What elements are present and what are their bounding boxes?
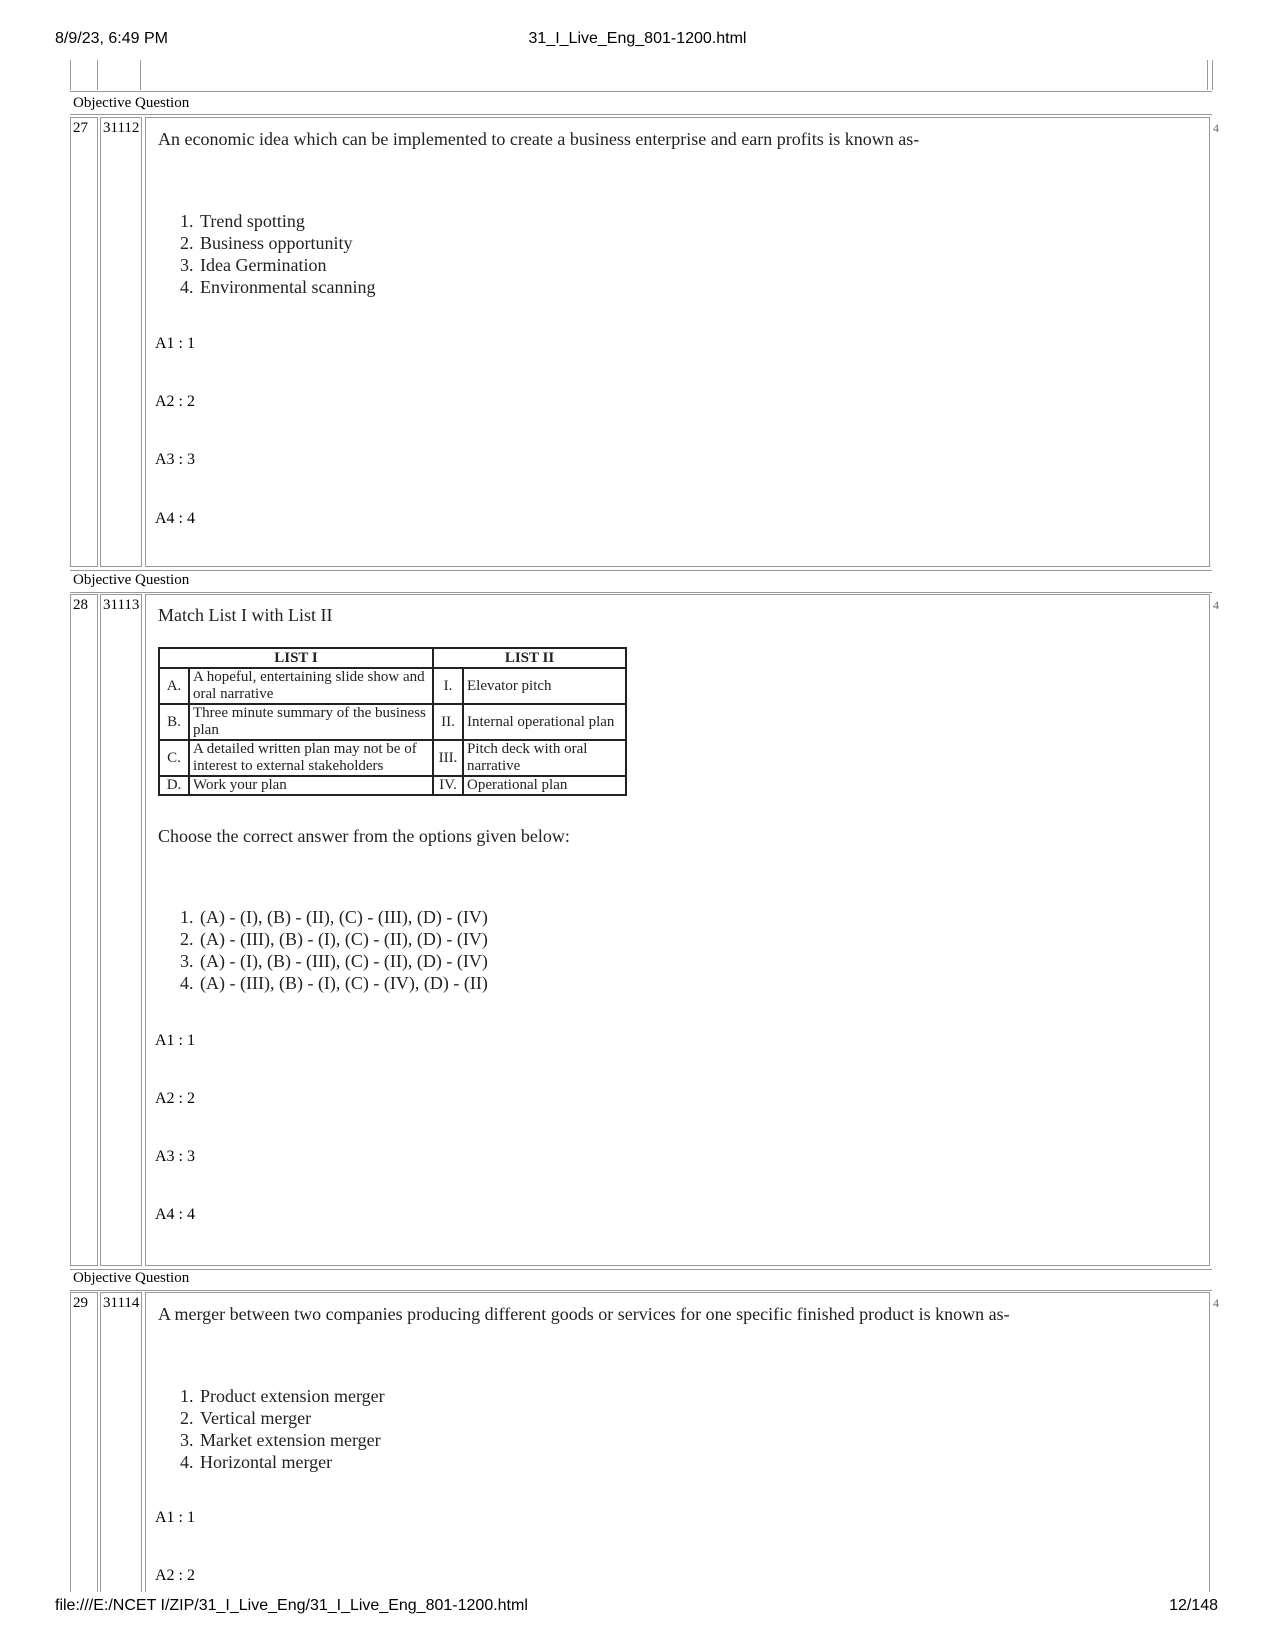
answer-option: A4 : 4 bbox=[155, 510, 195, 527]
question-text: An economic idea which can be implemented to create a business enterprise and earn profits is known as- bbox=[158, 129, 920, 149]
option-item: 4. (A) - (III), (B) - (I), (C) - (IV), (D) - (II) bbox=[180, 973, 488, 993]
answer-option: A2 : 2 bbox=[155, 1090, 195, 1107]
list1-item: Three minute summary of the business plan bbox=[189, 704, 433, 740]
option-item: 3. Market extension merger bbox=[180, 1430, 381, 1450]
answer-option: A4 : 4 bbox=[155, 1206, 195, 1223]
list1-letter: A. bbox=[159, 668, 189, 704]
list2-item: Pitch deck with oral narrative bbox=[463, 740, 626, 776]
table-border bbox=[140, 60, 141, 90]
question-id: 31114 bbox=[103, 1295, 140, 1311]
option-item: 4. Horizontal merger bbox=[180, 1452, 333, 1472]
table-border bbox=[97, 60, 98, 90]
page-number: 12/148 bbox=[1169, 1597, 1218, 1614]
section-label: Objective Question bbox=[73, 95, 190, 111]
file-path: file:///E:/NCET I/ZIP/31_I_Live_Eng/31_I_Live_Eng_801-1200.html bbox=[55, 1597, 528, 1614]
section-label: Objective Question bbox=[73, 1270, 190, 1286]
table-border bbox=[70, 114, 1212, 115]
option-item: 2. (A) - (III), (B) - (I), (C) - (II), (D) - (IV) bbox=[180, 929, 488, 949]
question-id-cell bbox=[100, 1292, 142, 1592]
question-text: Match List I with List II bbox=[158, 605, 333, 625]
instruction-text: Choose the correct answer from the options given below: bbox=[158, 826, 570, 846]
answer-option: A2 : 2 bbox=[155, 1567, 195, 1584]
list2-item: Operational plan bbox=[463, 776, 626, 795]
table-border bbox=[1212, 60, 1213, 90]
table-row bbox=[159, 668, 626, 704]
list1-item: A detailed written plan may not be of interest to external stakeholders bbox=[189, 740, 433, 776]
option-item: 3. (A) - (I), (B) - (III), (C) - (II), (D) - (IV) bbox=[180, 951, 488, 971]
answer-option: A1 : 1 bbox=[155, 1509, 195, 1526]
table-border bbox=[70, 592, 1212, 593]
list2-item: Internal operational plan bbox=[463, 704, 626, 740]
option-item: 1. Trend spotting bbox=[180, 211, 305, 231]
question-id-cell bbox=[100, 594, 142, 1266]
question-number-cell bbox=[70, 1292, 98, 1592]
question-number-cell bbox=[70, 117, 98, 567]
question-id: 31112 bbox=[103, 120, 140, 136]
list2-numeral: III. bbox=[433, 740, 463, 776]
option-item: 2. Business opportunity bbox=[180, 233, 353, 253]
list2-header: LIST II bbox=[433, 648, 626, 668]
table-border bbox=[70, 570, 1212, 571]
section-label: Objective Question bbox=[73, 572, 190, 588]
question-body-cell bbox=[145, 117, 1210, 567]
question-number-cell bbox=[70, 594, 98, 1266]
question-number: 29 bbox=[73, 1295, 88, 1311]
list2-numeral: I. bbox=[433, 668, 463, 704]
question-number: 28 bbox=[73, 597, 88, 613]
option-list bbox=[180, 210, 375, 298]
question-id-cell bbox=[100, 117, 142, 567]
answer-option: A3 : 3 bbox=[155, 1148, 195, 1165]
list1-letter: D. bbox=[159, 776, 189, 795]
table-row bbox=[159, 704, 626, 740]
list1-item: Work your plan bbox=[189, 776, 433, 795]
table-row bbox=[159, 740, 626, 776]
cut-off-mark: 4 bbox=[1213, 598, 1219, 612]
option-item: 1. (A) - (I), (B) - (II), (C) - (III), (D) - (IV) bbox=[180, 907, 488, 927]
table-row bbox=[159, 776, 626, 795]
document-title: 31_I_Live_Eng_801-1200.html bbox=[528, 30, 747, 47]
list2-numeral: IV. bbox=[433, 776, 463, 795]
cut-off-mark: 4 bbox=[1213, 121, 1219, 135]
print-datetime: 8/9/23, 6:49 PM bbox=[55, 30, 168, 47]
list1-letter: C. bbox=[159, 740, 189, 776]
list2-item: Elevator pitch bbox=[463, 668, 626, 704]
option-item: 1. Product extension merger bbox=[180, 1386, 385, 1406]
list2-numeral: II. bbox=[433, 704, 463, 740]
table-border bbox=[1207, 60, 1208, 90]
table-header-row bbox=[159, 648, 626, 668]
answer-option: A3 : 3 bbox=[155, 451, 195, 468]
list1-letter: B. bbox=[159, 704, 189, 740]
table-border bbox=[70, 91, 1212, 92]
list1-header: LIST I bbox=[159, 648, 433, 668]
answer-option: A2 : 2 bbox=[155, 393, 195, 410]
option-item: 3. Idea Germination bbox=[180, 255, 327, 275]
option-item: 4. Environmental scanning bbox=[180, 277, 376, 297]
question-id: 31113 bbox=[103, 597, 140, 613]
answer-option: A1 : 1 bbox=[155, 1032, 195, 1049]
question-number: 27 bbox=[73, 120, 88, 136]
option-item: 2. Vertical merger bbox=[180, 1408, 312, 1428]
option-list bbox=[180, 1385, 385, 1473]
list1-item: A hopeful, entertaining slide show and oral narrative bbox=[189, 668, 433, 704]
question-text: A merger between two companies producing different goods or services for one specific finished product is known as- bbox=[158, 1304, 1010, 1324]
answer-option: A1 : 1 bbox=[155, 335, 195, 352]
table-border bbox=[70, 1269, 1212, 1270]
table-border bbox=[70, 60, 71, 90]
match-table bbox=[158, 647, 627, 796]
cut-off-mark: 4 bbox=[1213, 1296, 1219, 1310]
option-list bbox=[180, 906, 488, 994]
table-border bbox=[70, 1290, 1212, 1291]
